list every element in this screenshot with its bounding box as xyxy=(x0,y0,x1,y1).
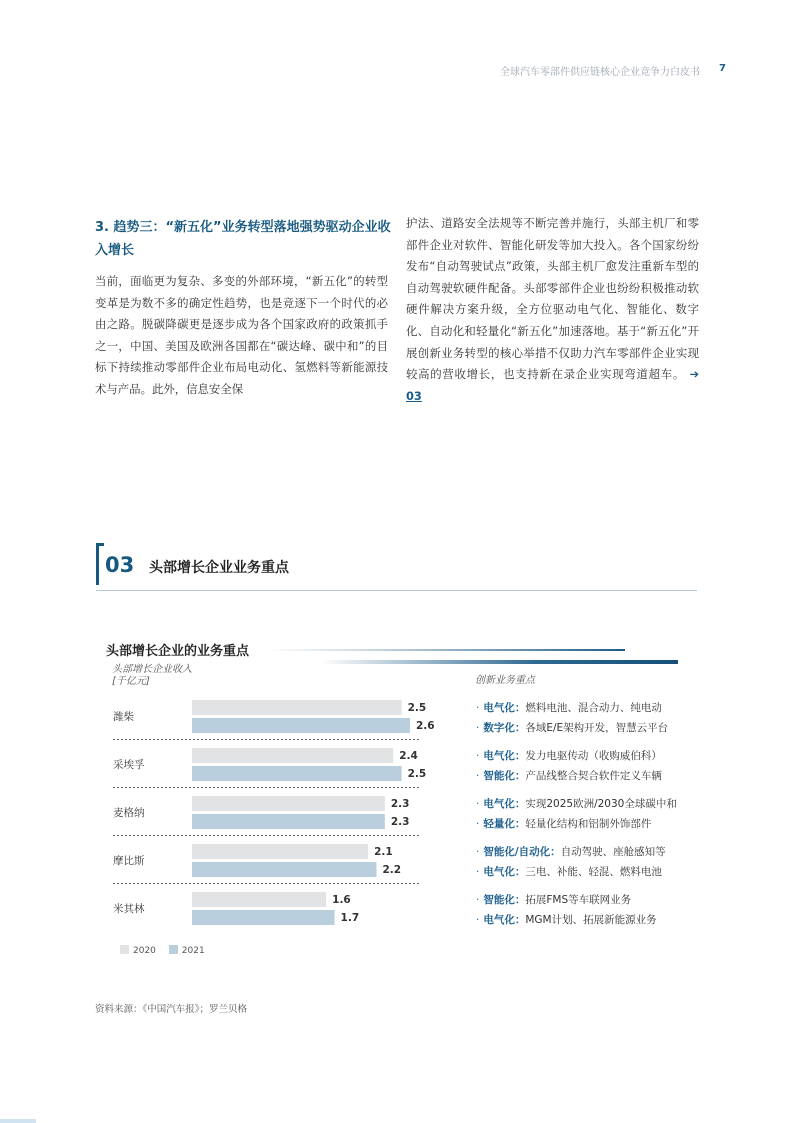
chart-axis-label-line1: 头部增长企业收入 xyxy=(112,664,192,675)
focus-item xyxy=(476,816,651,831)
bullet-icon: · xyxy=(476,702,480,714)
category-label: 米其林 xyxy=(113,903,145,915)
focus-item xyxy=(476,912,657,927)
trend-paragraph-right xyxy=(406,213,699,407)
bar-2020 xyxy=(192,700,402,715)
bullet-icon: · xyxy=(476,914,480,926)
bullet-icon: · xyxy=(476,798,480,810)
focus-text: 拓展FMS等车联网业务 xyxy=(525,894,632,906)
bullet-icon: · xyxy=(476,846,480,858)
data-label-2021: 2.2 xyxy=(382,864,402,876)
bar-2021 xyxy=(192,718,410,733)
data-label-2020: 1.6 xyxy=(332,894,351,906)
section-title: 头部增长企业业务重点 xyxy=(149,560,289,576)
data-label-2020: 2.1 xyxy=(374,846,393,858)
data-label-2020: 2.4 xyxy=(399,750,418,762)
data-label-2020: 2.3 xyxy=(390,798,410,810)
legend-label-2021: 2021 xyxy=(181,946,205,956)
bullet-icon: · xyxy=(476,750,480,762)
arrow-right-icon: ➔ xyxy=(689,367,699,382)
bullet-icon: · xyxy=(476,818,480,830)
bar-2020 xyxy=(192,796,385,811)
bar-2021 xyxy=(192,862,376,877)
chart-axis-label xyxy=(112,664,192,688)
chart-title: 头部增长企业的业务重点 xyxy=(106,644,250,659)
category-label: 采埃孚 xyxy=(113,759,145,771)
bullet-icon: · xyxy=(476,770,480,782)
focus-key: 数字化： xyxy=(483,722,526,734)
data-label-2021: 2.6 xyxy=(416,720,435,732)
focus-key: 电气化： xyxy=(483,866,526,878)
legend-swatch-2020 xyxy=(120,945,129,954)
bar-2021 xyxy=(192,814,385,829)
section-number: 03 xyxy=(105,553,135,577)
source-note: 资料来源：《中国汽车报》；罗兰贝格 xyxy=(95,1004,248,1015)
trend-heading: 3. 趋势三：“新五化”业务转型落地强势驱动企业收入增长 xyxy=(95,220,391,258)
focus-key: 轻量化： xyxy=(483,818,526,830)
focus-text: 实现2025欧洲/2030全球碳中和 xyxy=(525,798,677,810)
focus-key: 电气化： xyxy=(483,914,526,926)
focus-key: 电气化： xyxy=(483,702,526,714)
focus-text: MGM计划、拓展新能源业务 xyxy=(525,914,657,926)
bullet-icon: · xyxy=(476,722,480,734)
trend-paragraph-left: 当前，面临更为复杂、多变的外部环境，“新五化”的转型变革是为数不多的确定性趋势，也是竞逐下一个时代的必由之路。脱碳降碳更是逐步成为各个国家政府的政策抓手之一，中国、美国及欧洲各国都在“碳达峰、碳中和”的目标下持续推动零部件企业布局电动化、氢燃料等新能源技术与产品。此外，信息安全保 xyxy=(95,274,388,396)
focus-key: 电气化： xyxy=(483,750,526,762)
section-corner-mark xyxy=(96,543,104,585)
focus-key: 电气化： xyxy=(483,798,526,810)
chart-title-bar xyxy=(320,660,678,664)
page-number: 7 xyxy=(719,63,726,74)
focus-text: 产品线整合契合软件定义车辆 xyxy=(525,770,662,782)
focus-key: 智能化： xyxy=(483,894,526,906)
data-label-2021: 1.7 xyxy=(340,912,360,924)
focus-text: 各域E/E架构开发，智慧云平台 xyxy=(525,722,669,734)
data-label-2021: 2.3 xyxy=(390,816,410,828)
chart-title-line xyxy=(265,649,625,651)
focus-text: 燃料电池、混合动力、纯电动 xyxy=(525,702,662,714)
running-header: 全球汽车零部件供应链核心企业竞争力白皮书 xyxy=(500,67,700,78)
bar-2021 xyxy=(192,766,402,781)
section-link-number: 03 xyxy=(406,388,422,403)
focus-text: 轻量化结构和铝制外饰部件 xyxy=(525,818,652,830)
focus-key: 智能化： xyxy=(483,770,526,782)
bar-2021 xyxy=(192,910,335,925)
bullet-icon: · xyxy=(476,894,480,906)
focus-text: 自动驾驶、座舱感知等 xyxy=(560,846,666,858)
focus-item xyxy=(476,748,662,763)
trend-paragraph-right-text: 护法、道路安全法规等不断完善并施行，头部主机厂和零部件企业对软件、智能化研发等加大投入。各个国家纷纷发布“自动驾驶试点”政策，头部主机厂愈发注重新车型的自动驾驶软硬件配备。头部零部件企业也纷纷积极推动软硬件解决方案升级，全方位驱动电气化、智能化、数字化、自动化和轻量化“新五化”加速落地。基于“新五化”开展创新业务转型的核心举措不仅助力汽车零部件企业实现较高的营收增长，也支持新在录企业实现弯道超车。 xyxy=(406,216,699,382)
bar-2020 xyxy=(192,748,393,763)
focus-item xyxy=(476,700,662,715)
legend-label-2020: 2020 xyxy=(133,946,156,956)
focus-item xyxy=(476,768,662,783)
focus-text: 三电、补能、轻混、燃料电池 xyxy=(525,866,662,878)
focus-item xyxy=(476,720,668,735)
focus-item xyxy=(476,844,666,859)
bar-2020 xyxy=(192,844,368,859)
category-label: 麦格纳 xyxy=(113,807,145,819)
focus-key: 智能化/自动化： xyxy=(483,846,561,858)
focus-column-label: 创新业务重点 xyxy=(475,675,535,686)
category-label: 摩比斯 xyxy=(113,855,145,867)
legend-swatch-2021 xyxy=(169,945,178,954)
revenue-bar-chart xyxy=(105,690,435,930)
footer-accent xyxy=(0,1119,36,1123)
focus-item xyxy=(476,892,631,907)
focus-item xyxy=(476,796,677,811)
chart-axis-label-line2: [千亿元] xyxy=(112,676,150,687)
focus-text: 发力电驱传动（收购威伯科） xyxy=(525,750,662,762)
section-header xyxy=(96,541,697,591)
data-label-2020: 2.5 xyxy=(407,702,427,714)
focus-item xyxy=(476,864,662,879)
category-label: 潍柴 xyxy=(113,711,134,723)
chart-legend xyxy=(120,945,205,956)
bullet-icon: · xyxy=(476,866,480,878)
section-divider xyxy=(96,590,697,591)
data-label-2021: 2.5 xyxy=(407,768,427,780)
bar-2020 xyxy=(192,892,326,907)
